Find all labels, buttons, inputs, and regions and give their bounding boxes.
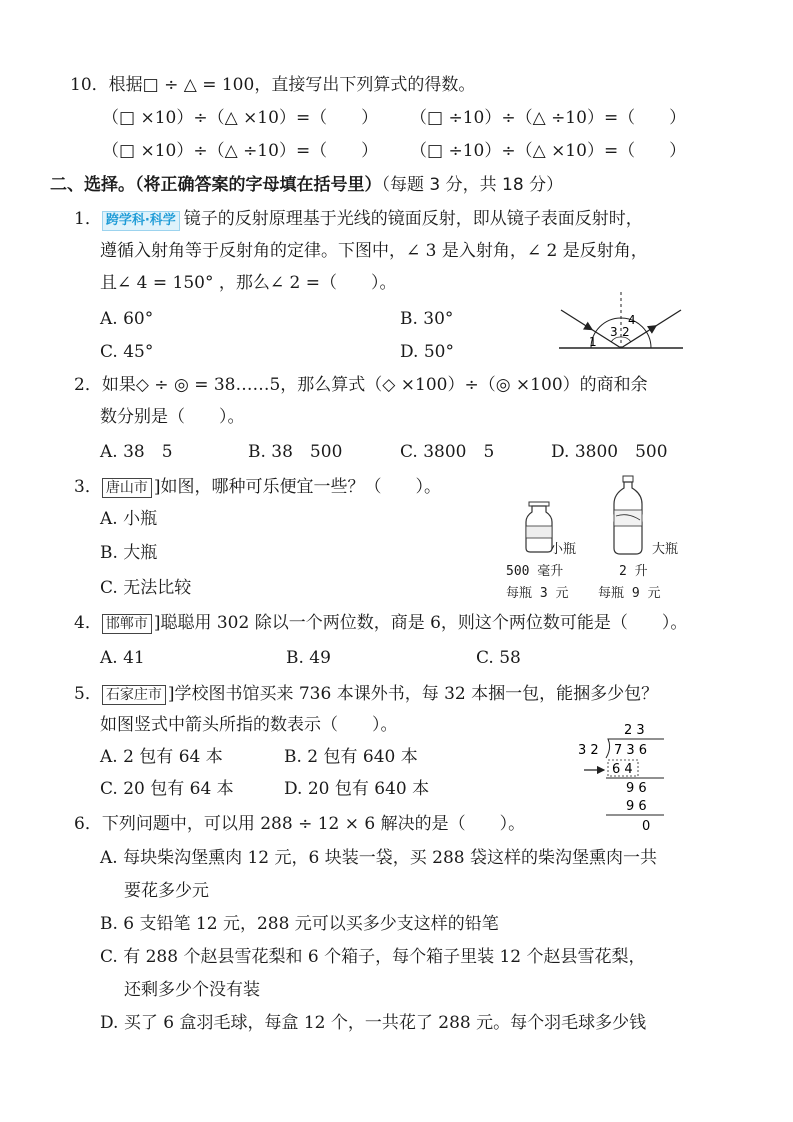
region-tag: 唐山市 [102,478,152,498]
reflected-arrow [651,326,656,329]
label-angle-3: 3 [610,325,618,339]
q1-text-1: 镜子的反射原理基于光线的镜面反射，即从镜子表面反射时， [183,209,643,229]
small-bottle-volume: 500 毫升 [506,564,564,579]
mirror-reflection-figure [555,290,687,352]
q6-option-d: D. 买了 6 盒羽毛球，每盒 12 个，一共花了 288 元。每个羽毛球多少钱 [100,1013,647,1033]
big-bottle-name: 大瓶 [652,542,679,557]
q1-line-2: 遵循入射角等于反射角的定律。下图中，∠ 3 是入射角，∠ 2 是反射角， [100,241,648,261]
q1-number: 1． [74,209,102,229]
section-title-text: 二、选择。（将正确答案的字母填在括号里） [50,175,382,195]
q10-stem: 10．根据□ ÷ △ = 100，直接写出下列算式的得数。 [70,75,476,95]
q5-number: 5． [74,684,102,704]
q3-option-c: C. 无法比较 [100,578,192,598]
q1-option-b: B. 30° [400,309,454,329]
step-product-2: 9 6 [626,799,647,814]
step-remainder-1: 9 6 [626,781,647,796]
q3-option-a: A. 小瓶 [100,509,158,529]
section-title [50,174,563,196]
q1-option-c: C. 45° [100,342,154,362]
dividend: 7 3 6 [614,743,648,758]
q5-option-a: A. 2 包有 64 本 [100,747,223,767]
q5-text-1: ]学校图书馆买来 736 本课外书，每 32 本捆一包，能捆多少包？ [167,684,659,704]
q2-line-2: 数分别是（ ）。 [100,407,245,427]
incident-arrow [591,329,592,330]
section-note: （每题 3 分，共 18 分） [381,175,564,195]
q6-option-c-cont: 还剩多少个没有装 [124,980,260,1000]
long-division-figure [570,718,670,836]
q10-expr-3: （□ ×10）÷（△ ÷10）=（ ） [102,141,379,161]
q10-expr-2: （□ ÷10）÷（△ ÷10）=（ ） [410,108,687,128]
big-bottle-price: 每瓶 9 元 [598,586,661,601]
q5-option-b: B. 2 包有 640 本 [284,747,418,767]
q2-option-d: D. 3800 500 [551,442,668,462]
step-product-1: 6 4 [612,762,633,777]
brand-badge: 跨学科·科学 [102,211,180,231]
q2-option-a: A. 38 5 [100,442,173,462]
q2-option-c: C. 3800 5 [400,442,495,462]
q6-option-a: A. 每块柴沟堡熏肉 12 元，6 块装一袋，买 288 袋这样的柴沟堡熏肉一共 [100,848,657,868]
q4-option-a: A. 41 [100,648,145,668]
q6-option-a-cont: 要花多少元 [124,881,209,901]
label-angle-1: 1 [589,335,597,349]
q2-line-1 [74,374,648,396]
q2-number: 2． [74,375,102,395]
q5-option-c: C. 20 包有 64 本 [100,779,234,799]
q3-text-1: ]如图，哪种可乐便宜一些？（ ）。 [153,477,441,497]
q3-option-b: B. 大瓶 [100,543,158,563]
q1-line-1 [74,208,643,231]
q6-number: 6． [74,814,102,834]
q5-line-1 [74,683,658,705]
q10-expr-4: （□ ÷10）÷（△ ×10）=（ ） [410,141,687,161]
q4-text-1: ]聪聪用 302 除以一个两位数，商是 6，则这个两位数可能是（ ）。 [153,613,688,633]
label-angle-2: 2 [622,325,630,339]
big-bottle-volume: 2 升 [619,564,648,579]
q10-expr-1: （□ ×10）÷（△ ×10）=（ ） [102,108,379,128]
q4-option-b: B. 49 [286,648,331,668]
q6-option-b: B. 6 支铅笔 12 元，288 元可以买多少支这样的铅笔 [100,914,499,934]
q6-line-1 [74,813,525,835]
small-bottle-name: 小瓶 [550,542,577,557]
q1-option-d: D. 50° [400,342,454,362]
q6-text-1: 下列问题中，可以用 288 ÷ 12 × 6 解决的是（ ）。 [101,814,526,834]
q3-number: 3． [74,477,102,497]
region-tag: 邯郸市 [102,614,152,634]
quotient: 2 3 [624,723,645,738]
q1-line-3: 且∠ 4 = 150° ，那么∠ 2 =（ ）。 [100,273,397,293]
q4-option-c: C. 58 [476,648,521,668]
small-bottle-price: 每瓶 3 元 [506,586,569,601]
q1-option-a: A. 60° [100,309,154,329]
q3-line-1 [74,476,441,498]
divisor: 3 2 [578,743,599,758]
q5-line-2: 如图竖式中箭头所指的数表示（ ）。 [100,715,398,735]
label-angle-4: 4 [628,313,636,327]
q2-option-b: B. 38 500 [248,442,343,462]
region-tag: 石家庄市 [102,685,166,705]
q6-option-c: C. 有 288 个赵县雪花梨和 6 个箱子，每个箱子里装 12 个赵县雪花梨， [100,947,646,967]
q5-option-d: D. 20 包有 640 本 [284,779,430,799]
q2-text-1: 如果◇ ÷ ◎ = 38……5，那么算式（◇ ×100）÷（◎ ×100）的商和余 [101,375,648,395]
q4-number: 4． [74,613,102,633]
final-remainder: 0 [642,819,651,834]
q4-line-1 [74,612,687,634]
big-bottle-icon [608,474,648,556]
